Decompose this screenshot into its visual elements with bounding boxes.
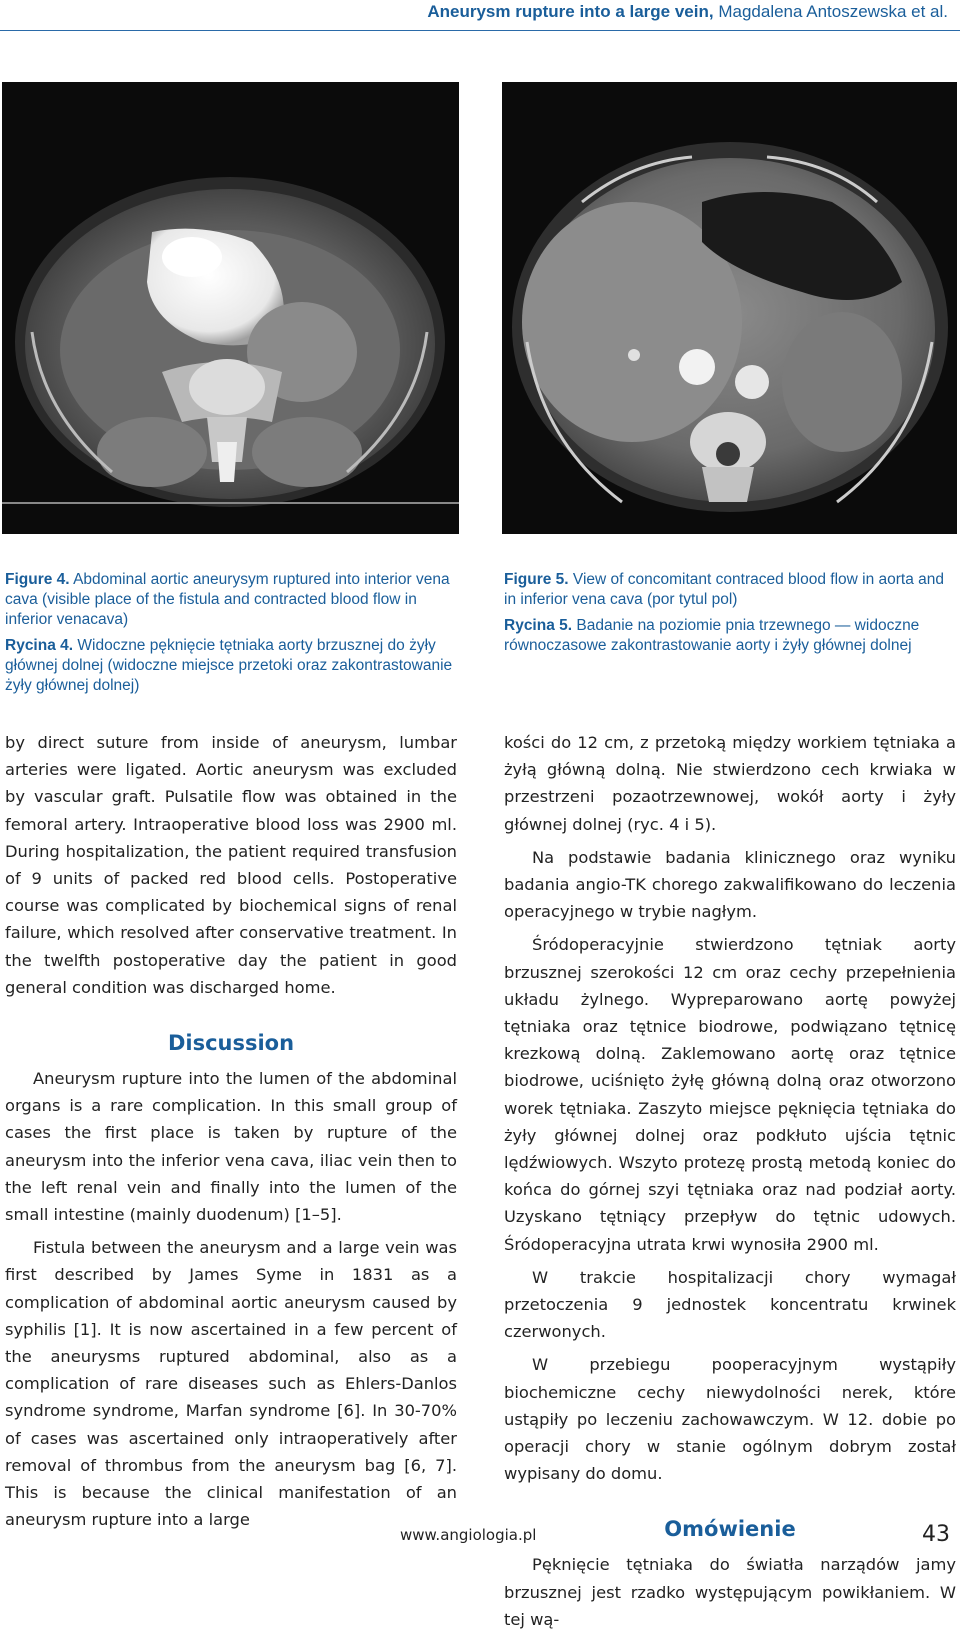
figure-5-text: View of concomitant contraced blood flow in aorta and in inferior vena cava (por tytul pol)	[504, 571, 944, 608]
ct-scan-abdominal-aneurysm-icon	[2, 82, 459, 534]
rycina-5-caption-pl	[504, 616, 956, 656]
figure-4-caption-en	[5, 570, 455, 630]
right-paragraph-2: Na podstawie badania klinicznego oraz wyniku badania angio-TK chorego zakwalifikowano do leczenia operacyjnego w trybie nagłym.	[504, 847, 956, 922]
page-number: 43	[922, 1522, 950, 1547]
rycina-5-text: Badanie na poziomie pnia trzewnego — widoczne równoczasowe zakontrastowanie aorty i żyły głównej dolnej	[504, 617, 920, 654]
rycina-4-label: Rycina 4.	[5, 637, 74, 654]
right-column	[504, 729, 956, 1639]
running-header-title: Aneurysm rupture into a large vein,	[427, 2, 714, 21]
section-heading-omowienie: Omówienie	[664, 1517, 796, 1542]
footer-url[interactable]: www.angiologia.pl	[400, 1526, 537, 1544]
right-paragraph-3: Śródoperacyjnie stwierdzono tętniak aorty brzusznej szerokości 12 cm oraz cechy przepełnienia układu żylnego. Wypreparowano aortę powyżej tętniaka oraz tętnice biodrowe, podwiązano tętnicę krezkową dolną. Zaklemowano aortę oraz tętnice biodrowe, uciśnięto żyłę główną dolną oraz otworzono worek tętniaka. Zaszyto miejsce pęknięcia tętniaka do żyły głównej dolnej oraz podkłuto ujścia tętnic lędźwiowych. Wszyto protezę prostą metodą koniec do końca do górnej szyi tętniaka oraz nad podział aorty. Uzyskano tętniący przepływ do tętnic udowych. Śródoperacyjna utrata krwi wynosiła 2900 ml.	[504, 935, 956, 1254]
left-paragraph-1: by direct suture from inside of aneurysm, lumbar arteries were ligated. Aortic aneurysm was excluded by vascular graft. Pulsatile flow was obtained in the femoral artery. Intraoperative blood loss was 2900 ml. During hospitalization, the patient required transfusion of 9 units of packed red blood cells. Postoperative course was complicated by biochemical signs of renal failure, which resolved after conservative treatment. In the twelfth postoperative day the patient in good general condition was discharged home.	[5, 733, 457, 997]
ct-scan-celiac-level-icon	[502, 82, 957, 534]
section-heading-discussion: Discussion	[167, 1031, 295, 1056]
running-header-authors: Magdalena Antoszewska et al.	[718, 2, 948, 21]
left-paragraph-2: Aneurysm rupture into the lumen of the abdominal organs is a rare complication. In this small group of cases the first place is taken by rupture of the aneurysm into the inferior vena cava, iliac vein then to the left renal vein and finally into the lumen of the small intestine (mainly duodenum) [1–5].	[5, 1069, 457, 1225]
figure-4-caption	[5, 570, 455, 702]
right-paragraph-4: W trakcie hospitalizacji chory wymagał przetoczenia 9 jednostek koncentratu krwinek czerwonych.	[504, 1267, 956, 1342]
left-paragraph-3: Fistula between the aneurysm and a large vein was first described by James Syme in 1831 as a complication of abdominal aortic aneurysm caused by syphilis [1]. It is now ascertained in a few percent of the aneurysms ruptured abdominal, also as a complication of rare diseases such as Ehlers-Danlos syndrome syndrome, Marfan syndrome [6]. In 30-70% of cases was ascertained only intraoperatively after removal of thrombus from the aneurysm bag [6, 7]. This is because the clinical manifestation of an aneurysm rupture into a large	[5, 1238, 457, 1530]
figure-5-caption	[504, 570, 956, 662]
figure-5-ct-image	[502, 82, 957, 534]
rycina-4-text: Widoczne pęknięcie tętniaka aorty brzusznej do żyły głównej dolnej (widoczne miejsce przetoki oraz zakontrastowanie żyły głównej dolnej)	[5, 637, 453, 694]
right-paragraph-6: Pęknięcie tętniaka do światła narządów jamy brzusznej jest rzadko występującym powikłaniem. W tej wą-	[504, 1555, 956, 1629]
figure-5-caption-en	[504, 570, 956, 610]
running-header	[8, 2, 948, 22]
rycina-4-caption-pl	[5, 636, 455, 696]
left-column	[5, 729, 457, 1539]
figure-4-label: Figure 4.	[5, 571, 70, 588]
right-paragraph-5: W przebiegu pooperacyjnym wystąpiły biochemiczne cechy niewydolności nerek, które ustąpiły po leczeniu zachowawczym. W 12. dobie po operacji chory w stanie ogólnym dobrym został wypisany do domu.	[504, 1355, 956, 1484]
right-paragraph-1: kości do 12 cm, z przetoką między workiem tętniaka a żyłą główną dolną. Nie stwierdzono cech krwiaka w przestrzeni pozaotrzewnowej, wokół aorty i żyły głównej dolnej (ryc. 4 i 5).	[504, 733, 956, 834]
figure-5-label: Figure 5.	[504, 571, 569, 588]
rycina-5-label: Rycina 5.	[504, 617, 573, 634]
header-rule	[0, 30, 960, 31]
figure-4-ct-image	[2, 82, 459, 534]
figure-4-text: Abdominal aortic aneurysym ruptured into interior vena cava (visible place of the fistula and contracted blood flow in inferior venacava)	[5, 571, 450, 628]
